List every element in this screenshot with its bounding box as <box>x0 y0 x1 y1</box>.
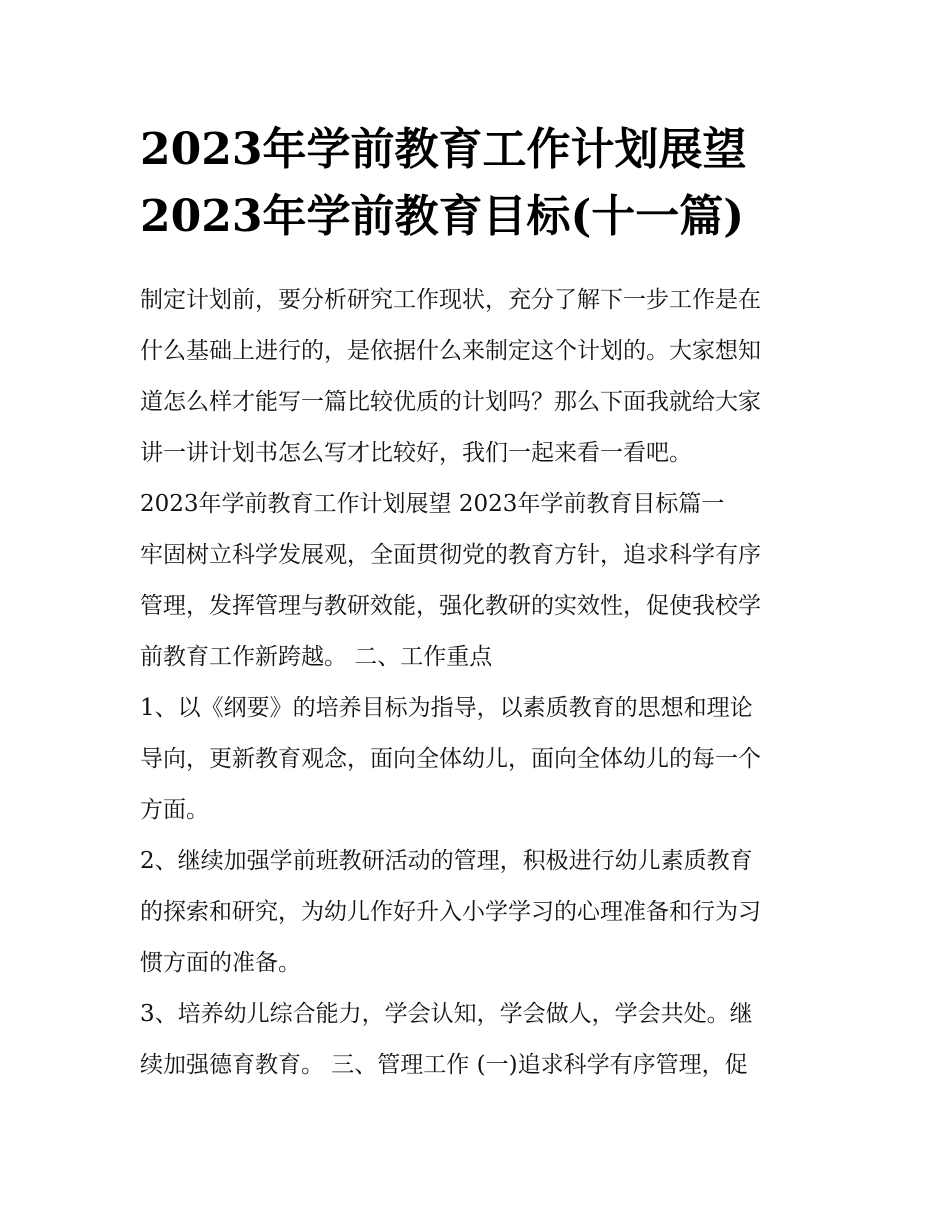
body-line: 讲一讲计划书怎么写才比较好，我们一起来看一看吧。 <box>140 440 692 466</box>
body-line: 什么基础上进行的，是依据什么来制定这个计划的。大家想知 <box>140 338 761 364</box>
body-line: 惯方面的准备。 <box>140 950 301 976</box>
body-line: 前教育工作新跨越。 二、工作重点 <box>140 644 493 670</box>
document-title <box>140 116 830 250</box>
body-line: 道怎么样才能写一篇比较优质的计划吗？那么下面我就给大家 <box>140 389 761 415</box>
body-line: 管理，发挥管理与教研效能，强化教研的实效性，促使我校学 <box>140 593 761 619</box>
list-item-line: 2、继续加强学前班教研活动的管理，积极进行幼儿素质教育 <box>140 848 753 874</box>
body-line: 方面。 <box>140 797 209 823</box>
title-line-2: 2023年学前教育目标(十一篇) <box>140 191 745 242</box>
body-line: 导向，更新教育观念，面向全体幼儿，面向全体幼儿的每一个 <box>140 746 761 772</box>
body-line: 续加强德育教育。 三、管理工作 (一)追求科学有序管理，促 <box>140 1052 748 1078</box>
body-line: 制定计划前，要分析研究工作现状，充分了解下一步工作是在 <box>140 287 761 313</box>
body-line: 的探索和研究，为幼儿作好升入小学学习的心理准备和行为习 <box>140 899 761 925</box>
list-item-line: 1、以《纲要》的培养目标为指导，以素质教育的思想和理论 <box>140 695 753 721</box>
list-item-line: 3、培养幼儿综合能力，学会认知，学会做人，学会共处。继 <box>140 1001 753 1027</box>
body-line: 牢固树立科学发展观，全面贯彻党的教育方针，追求科学有序 <box>140 542 761 568</box>
section-heading-line: 2023年学前教育工作计划展望 2023年学前教育目标篇一 <box>140 491 725 517</box>
document-body <box>140 275 830 1091</box>
title-line-1: 2023年学前教育工作计划展望 <box>140 124 747 175</box>
